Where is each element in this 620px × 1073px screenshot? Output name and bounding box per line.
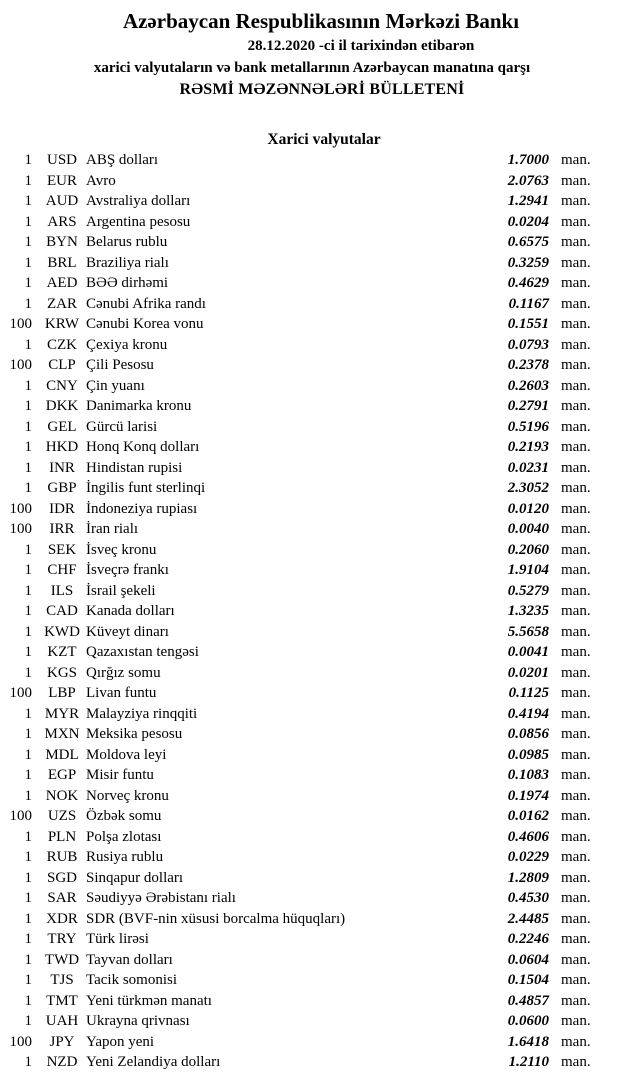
table-row [0, 519, 620, 540]
unit-cell: man. [561, 972, 591, 988]
unit-cell: man. [561, 152, 591, 168]
rate-cell: 1.7000 [507, 152, 549, 168]
rate-cell: 0.4194 [507, 705, 549, 722]
unit-cell: man. [561, 603, 591, 619]
currency-code-cell: CLP [48, 357, 76, 373]
currency-code-cell: INR [49, 459, 75, 476]
rate-cell: 2.0763 [507, 172, 549, 189]
unit-cell: man. [561, 685, 591, 701]
currency-name-cell: Cənubi Korea vonu [86, 316, 204, 332]
unit-cell: man. [561, 849, 591, 865]
unit-cell: man. [561, 705, 591, 722]
currency-code-cell: KWD [44, 623, 80, 640]
rate-cell: 0.1125 [508, 685, 549, 701]
quantity-cell: 1 [24, 644, 32, 660]
currency-code-cell: NOK [45, 787, 79, 804]
unit-cell: man. [561, 644, 591, 660]
table-row [0, 683, 620, 704]
table-row [0, 191, 620, 212]
quantity-cell: 1 [24, 295, 32, 312]
currency-name-cell: Misir funtu [86, 767, 154, 783]
currency-code-cell: BYN [46, 234, 78, 250]
quantity-cell: 1 [24, 951, 32, 968]
rate-cell: 0.4606 [507, 828, 549, 845]
table-row [0, 417, 620, 438]
rate-cell: 5.5658 [507, 623, 549, 640]
unit-cell: man. [561, 992, 591, 1009]
quantity-cell: 1 [24, 336, 32, 353]
table-row [0, 376, 620, 397]
table-row [0, 1052, 620, 1073]
currency-name-cell: BƏƏ dirhəmi [86, 275, 169, 291]
rate-cell: 0.5196 [507, 418, 549, 435]
unit-cell: man. [561, 357, 591, 373]
table-row [0, 273, 620, 294]
unit-cell: man. [561, 254, 591, 271]
currency-name-cell: Kanada dolları [86, 603, 175, 619]
quantity-cell: 1 [24, 459, 32, 476]
table-row [0, 253, 620, 274]
table-row [0, 171, 620, 192]
currency-code-cell: SAR [47, 890, 77, 906]
unit-cell: man. [561, 623, 591, 640]
table-row [0, 540, 620, 561]
table-row [0, 355, 620, 376]
table-row [0, 909, 620, 930]
rate-cell: 0.2378 [507, 357, 549, 373]
currency-code-cell: TWD [44, 951, 80, 968]
quantity-cell: 1 [24, 726, 32, 742]
rate-cell: 0.0201 [507, 664, 549, 681]
table-row [0, 827, 620, 848]
unit-cell: man. [561, 316, 591, 332]
currency-code-cell: HKD [45, 439, 79, 455]
table-row [0, 437, 620, 458]
rate-cell: 0.0604 [507, 951, 549, 968]
table-row [0, 150, 620, 171]
table-row [0, 868, 620, 889]
currency-code-cell: PLN [47, 828, 77, 845]
quantity-cell: 1 [24, 603, 32, 619]
rate-cell: 1.2941 [507, 193, 549, 209]
effective-date-line: 28.12.2020 -ci il tarixindən etibarən [247, 38, 475, 54]
table-row [0, 458, 620, 479]
unit-cell: man. [561, 398, 591, 414]
unit-cell: man. [561, 869, 591, 886]
unit-cell: man. [561, 480, 591, 496]
currency-name-cell: Honq Konq dolları [86, 439, 200, 455]
currency-name-cell: Tayvan dolları [86, 951, 173, 968]
unit-cell: man. [561, 1033, 591, 1050]
currency-code-cell: GBP [47, 480, 77, 496]
currency-name-cell: İngilis funt sterlinqi [86, 480, 206, 496]
quantity-cell: 1 [24, 869, 32, 886]
table-row [0, 212, 620, 233]
rate-cell: 0.0120 [507, 500, 549, 517]
rate-cell: 0.0162 [507, 808, 549, 824]
quantity-cell: 1 [24, 254, 32, 271]
currency-code-cell: AED [46, 275, 78, 291]
currency-code-cell: GEL [47, 418, 77, 435]
rate-cell: 1.6418 [507, 1033, 549, 1050]
table-row [0, 622, 620, 643]
rate-cell: 0.0231 [507, 459, 549, 476]
unit-cell: man. [561, 213, 591, 230]
quantity-cell: 1 [24, 418, 32, 435]
unit-cell: man. [561, 500, 591, 517]
currency-name-cell: Yapon yeni [86, 1033, 155, 1050]
quantity-cell: 1 [24, 767, 32, 783]
unit-cell: man. [561, 1054, 591, 1070]
currency-name-cell: Ukrayna qrivnası [86, 1013, 190, 1029]
rate-cell: 0.0204 [507, 213, 549, 230]
table-row [0, 642, 620, 663]
quantity-cell: 1 [24, 480, 32, 496]
currency-code-cell: MXN [44, 726, 80, 742]
rate-cell: 0.4857 [507, 992, 549, 1009]
table-row [0, 806, 620, 827]
table-row [0, 765, 620, 786]
unit-cell: man. [561, 295, 591, 312]
quantity-cell: 1 [24, 1054, 32, 1070]
quantity-cell: 1 [24, 398, 32, 414]
unit-cell: man. [561, 726, 591, 742]
table-row [0, 294, 620, 315]
unit-cell: man. [561, 910, 591, 927]
quantity-cell: 1 [24, 931, 32, 947]
currency-name-cell: Yeni Zelandiya dolları [86, 1054, 221, 1070]
table-row [0, 314, 620, 335]
currency-code-cell: MYR [44, 705, 80, 722]
quantity-cell: 100 [9, 808, 32, 824]
section-title-foreign-currencies: Xarici valyutalar [267, 131, 381, 148]
currency-code-cell: ILS [50, 582, 74, 599]
currency-name-cell: İsveç kronu [86, 541, 157, 558]
unit-cell: man. [561, 418, 591, 435]
currency-name-cell: Avstraliya dolları [86, 193, 191, 209]
quantity-cell: 1 [24, 213, 32, 230]
unit-cell: man. [561, 172, 591, 189]
unit-cell: man. [561, 890, 591, 906]
currency-name-cell: Yeni türkmən manatı [86, 992, 212, 1009]
quantity-cell: 1 [24, 541, 32, 558]
unit-cell: man. [561, 951, 591, 968]
unit-cell: man. [561, 541, 591, 558]
quantity-cell: 1 [24, 152, 32, 168]
rate-cell: 0.0040 [507, 521, 549, 537]
currency-name-cell: Qırğız somu [86, 664, 161, 681]
rate-cell: 0.1974 [507, 787, 549, 804]
currency-name-cell: Qazaxıstan tengəsi [86, 644, 199, 660]
rate-cell: 0.2193 [507, 439, 549, 455]
currency-name-cell: Moldova leyi [86, 746, 167, 763]
quantity-cell: 1 [24, 746, 32, 763]
currency-name-cell: Gürcü larisi [86, 418, 158, 435]
currency-code-cell: KRW [44, 316, 80, 332]
currency-code-cell: SGD [46, 869, 77, 886]
unit-cell: man. [561, 459, 591, 476]
currency-code-cell: RUB [46, 849, 78, 865]
table-row [0, 601, 620, 622]
table-row [0, 581, 620, 602]
currency-name-cell: Livan funtu [86, 685, 157, 701]
unit-cell: man. [561, 336, 591, 353]
quantity-cell: 1 [24, 377, 32, 394]
unit-cell: man. [561, 562, 591, 578]
table-row [0, 745, 620, 766]
currency-code-cell: UAH [45, 1013, 79, 1029]
currency-code-cell: ARS [47, 213, 77, 230]
currency-name-cell: Tacik somonisi [86, 972, 178, 988]
currency-code-cell: CHF [47, 562, 77, 578]
currency-code-cell: TMT [46, 992, 78, 1009]
table-row [0, 499, 620, 520]
currency-name-cell: Malayziya rinqqiti [86, 705, 198, 722]
quantity-cell: 1 [24, 910, 32, 927]
unit-cell: man. [561, 234, 591, 250]
rate-cell: 0.1083 [507, 767, 549, 783]
table-row [0, 970, 620, 991]
rate-cell: 0.0985 [507, 746, 549, 763]
unit-cell: man. [561, 582, 591, 599]
unit-cell: man. [561, 377, 591, 394]
unit-cell: man. [561, 746, 591, 763]
currency-name-cell: İran rialı [86, 521, 139, 537]
rate-cell: 0.1551 [507, 316, 549, 332]
unit-cell: man. [561, 439, 591, 455]
rate-cell: 1.2110 [508, 1054, 549, 1070]
unit-cell: man. [561, 808, 591, 824]
table-row [0, 663, 620, 684]
table-row [0, 478, 620, 499]
currency-name-cell: İsrail şekeli [86, 582, 156, 599]
currency-code-cell: UZS [47, 808, 77, 824]
quantity-cell: 1 [24, 623, 32, 640]
unit-cell: man. [561, 1013, 591, 1029]
table-row [0, 929, 620, 950]
currency-code-cell: EGP [47, 767, 77, 783]
currency-code-cell: IRR [49, 521, 75, 537]
table-row [0, 232, 620, 253]
rates-table [0, 150, 620, 1073]
currency-name-cell: Sinqapur dolları [86, 869, 184, 886]
rate-cell: 0.0041 [507, 644, 549, 660]
currency-name-cell: Çili Pesosu [86, 357, 154, 373]
currency-code-cell: CZK [47, 336, 77, 353]
bulletin-header [0, 0, 620, 101]
rate-cell: 0.0793 [507, 336, 549, 353]
currency-name-cell: Özbək somu [86, 808, 162, 824]
unit-cell: man. [561, 275, 591, 291]
rate-cell: 0.0600 [507, 1013, 549, 1029]
quantity-cell: 1 [24, 972, 32, 988]
rate-cell: 0.1167 [508, 295, 549, 312]
currency-name-cell: Cənubi Afrika randı [86, 295, 206, 312]
currency-code-cell: NZD [46, 1054, 78, 1070]
quantity-cell: 100 [9, 685, 32, 701]
rate-cell: 0.4530 [507, 890, 549, 906]
currency-name-cell: Polşa zlotası [86, 828, 162, 845]
quantity-cell: 1 [24, 992, 32, 1009]
quantity-cell: 1 [24, 664, 32, 681]
table-row [0, 847, 620, 868]
quantity-cell: 1 [24, 562, 32, 578]
rate-cell: 0.2791 [507, 398, 549, 414]
table-row [0, 1032, 620, 1053]
currency-name-cell: İsveçrə frankı [86, 562, 169, 578]
rate-cell: 0.4629 [507, 275, 549, 291]
currency-code-cell: EUR [47, 172, 77, 189]
currency-code-cell: TJS [50, 972, 74, 988]
currency-name-cell: Braziliya rialı [86, 254, 169, 271]
quantity-cell: 1 [24, 234, 32, 250]
rate-cell: 0.0856 [507, 726, 549, 742]
currency-name-cell: Çexiya kronu [86, 336, 168, 353]
bulletin-title: RƏSMİ MƏZƏNNƏLƏRİ BÜLLETENİ [179, 81, 465, 98]
quantity-cell: 1 [24, 787, 32, 804]
unit-cell: man. [561, 193, 591, 209]
currency-code-cell: USD [46, 152, 77, 168]
rate-cell: 0.6575 [507, 234, 549, 250]
currency-code-cell: XDR [46, 910, 78, 927]
currency-name-cell: Meksika pesosu [86, 726, 183, 742]
quantity-cell: 100 [9, 357, 32, 373]
quantity-cell: 100 [9, 1033, 32, 1050]
quantity-cell: 1 [24, 193, 32, 209]
currency-code-cell: KGS [46, 664, 77, 681]
bulletin-subtitle: xarici valyutaların və bank metallarının Azərbaycan manatına qarşı [93, 60, 531, 76]
currency-code-cell: DKK [45, 398, 79, 414]
rate-cell: 0.0229 [507, 849, 549, 865]
rate-cell: 2.4485 [507, 910, 549, 927]
table-row [0, 335, 620, 356]
currency-name-cell: Norveç kronu [86, 787, 169, 804]
table-row [0, 888, 620, 909]
table-row [0, 786, 620, 807]
currency-name-cell: SDR (BVF-nin xüsusi borcalma hüquqları) [86, 910, 346, 927]
rate-cell: 0.2246 [507, 931, 549, 947]
currency-name-cell: Hindistan rupisi [86, 459, 183, 476]
currency-code-cell: IDR [49, 500, 75, 517]
currency-code-cell: TRY [47, 931, 77, 947]
currency-name-cell: Rusiya rublu [86, 849, 164, 865]
table-row [0, 704, 620, 725]
table-row [0, 724, 620, 745]
currency-code-cell: LBP [48, 685, 76, 701]
bank-title: Azərbaycan Respublikasının Mərkəzi Bankı [122, 9, 520, 33]
rate-cell: 0.3259 [507, 254, 549, 271]
currency-code-cell: AUD [45, 193, 79, 209]
quantity-cell: 100 [9, 316, 32, 332]
quantity-cell: 1 [24, 828, 32, 845]
unit-cell: man. [561, 521, 591, 537]
currency-code-cell: ZAR [47, 295, 77, 312]
currency-name-cell: Belarus rublu [86, 234, 168, 250]
currency-code-cell: CNY [46, 377, 78, 394]
currency-name-cell: İndoneziya rupiası [86, 500, 198, 517]
unit-cell: man. [561, 931, 591, 947]
currency-code-cell: MDL [45, 746, 79, 763]
currency-code-cell: BRL [47, 254, 77, 271]
currency-name-cell: Avro [86, 172, 116, 189]
quantity-cell: 100 [9, 521, 32, 537]
currency-name-cell: Argentina pesosu [86, 213, 191, 230]
quantity-cell: 1 [24, 705, 32, 722]
rate-cell: 1.9104 [507, 562, 549, 578]
currency-name-cell: Küveyt dinarı [86, 623, 169, 640]
rate-cell: 0.5279 [507, 582, 549, 599]
unit-cell: man. [561, 767, 591, 783]
rate-cell: 1.3235 [507, 603, 549, 619]
currency-name-cell: Səudiyyə Ərəbistanı rialı [86, 890, 236, 906]
quantity-cell: 1 [24, 275, 32, 291]
currency-name-cell: ABŞ dolları [86, 152, 159, 168]
rate-cell: 0.2060 [507, 541, 549, 558]
rate-cell: 2.3052 [507, 480, 549, 496]
quantity-cell: 1 [24, 849, 32, 865]
currency-code-cell: SEK [47, 541, 77, 558]
table-row [0, 1011, 620, 1032]
rate-cell: 1.2809 [507, 869, 549, 886]
currency-code-cell: CAD [46, 603, 78, 619]
currency-code-cell: JPY [49, 1033, 75, 1050]
rate-cell: 0.1504 [507, 972, 549, 988]
unit-cell: man. [561, 828, 591, 845]
currency-code-cell: KZT [47, 644, 77, 660]
currency-name-cell: Türk lirəsi [86, 931, 149, 947]
table-row [0, 396, 620, 417]
rate-cell: 0.2603 [507, 377, 549, 394]
unit-cell: man. [561, 664, 591, 681]
table-row [0, 950, 620, 971]
currency-name-cell: Danimarka kronu [86, 398, 192, 414]
quantity-cell: 100 [9, 500, 32, 517]
quantity-cell: 1 [24, 890, 32, 906]
currency-name-cell: Çin yuanı [86, 377, 145, 394]
table-row [0, 560, 620, 581]
quantity-cell: 1 [24, 172, 32, 189]
quantity-cell: 1 [24, 439, 32, 455]
quantity-cell: 1 [24, 1013, 32, 1029]
table-row [0, 991, 620, 1012]
unit-cell: man. [561, 787, 591, 804]
quantity-cell: 1 [24, 582, 32, 599]
